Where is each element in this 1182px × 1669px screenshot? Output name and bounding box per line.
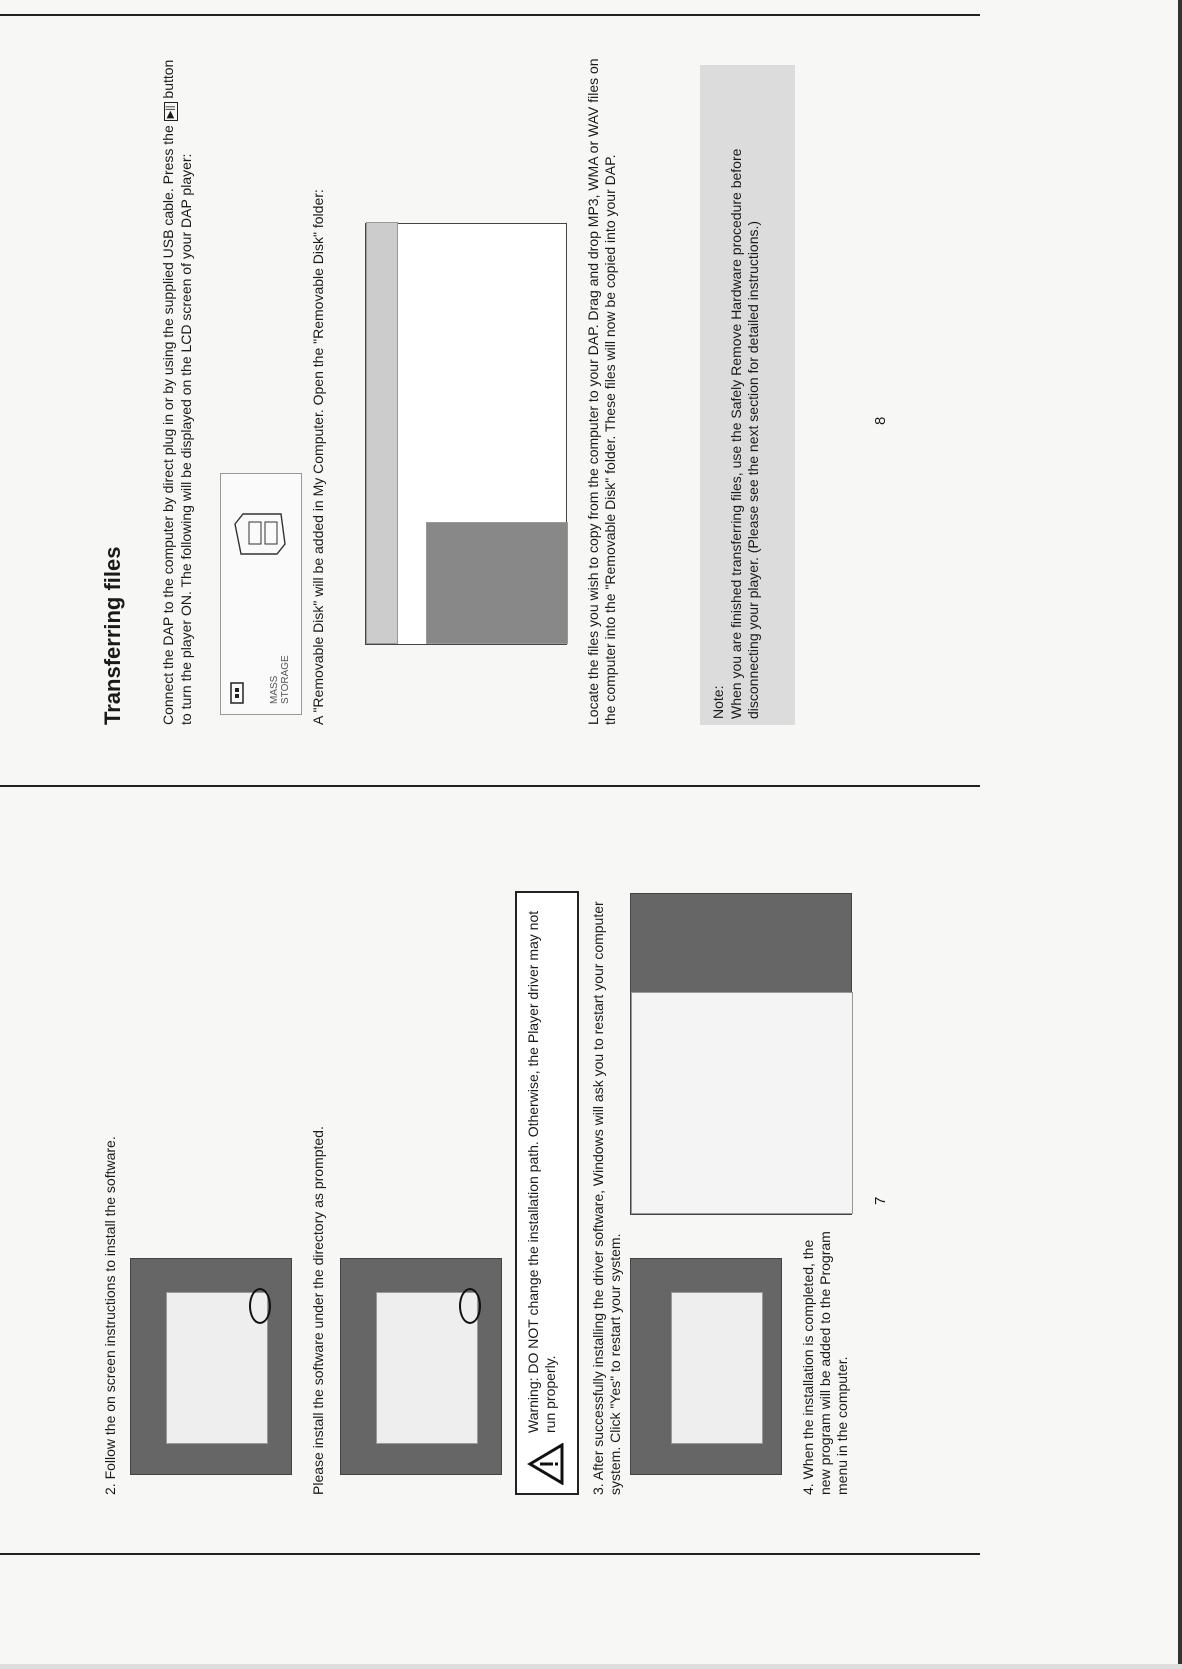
warning-box <box>515 891 579 1495</box>
scan-edge <box>1178 0 1182 1669</box>
lcd-display <box>220 473 302 715</box>
note-box <box>700 65 795 725</box>
usb-plug-icon <box>229 682 245 704</box>
explorer-toolbar <box>366 222 398 644</box>
page-number-7: 7 <box>872 1196 889 1205</box>
scan-bottom-edge <box>0 1664 1182 1669</box>
rotated-content <box>10 15 910 1645</box>
step4-text: 4. When the installation is completed, the new program will be added to the Program menu in the computer. <box>800 1231 850 1495</box>
connect-text-b: button to turn the player ON. The following will be displayed on the LCD screen of your DAP player: <box>160 59 194 725</box>
explorer-sidebar <box>426 522 568 644</box>
locate-files-text: Locate the files you wish to copy from the computer to your DAP. Drag and drop MP3, WMA or WAV files on the computer into the "Removable Disk" folder. These files will now be copied into your DAP. <box>585 58 618 725</box>
highlight-oval <box>459 1288 481 1324</box>
note-label: Note: <box>710 685 726 719</box>
program-menu <box>631 992 853 1214</box>
mass-storage-cabinet-icon <box>231 504 287 564</box>
program-menu-screenshot <box>630 893 852 1215</box>
page-8 <box>10 25 910 785</box>
restart-screenshot <box>630 1258 782 1475</box>
warning-text: Warning: DO NOT change the installation path. Otherwise, the Player driver may not run properly. <box>525 910 558 1433</box>
restart-dialog <box>671 1292 763 1444</box>
note-text: When you are finished transferring files, use the Safely Remove Hardware procedure before disconnecting your player. (Please see the next section for detailed instructions.) <box>728 148 761 719</box>
removable-disk-text: A "Removable Disk" will be added in My Computer. Open the "Removable Disk" folder: <box>310 189 326 725</box>
my-computer-screenshot <box>365 223 567 645</box>
installer-screenshot-2 <box>340 1258 502 1475</box>
play-pause-key-icon: ▶|| <box>164 102 178 121</box>
page-title: Transferring files <box>100 546 125 725</box>
install-dir-text: Please install the software under the directory as prompted. <box>310 1126 326 1495</box>
page-number-8: 8 <box>872 416 889 425</box>
page-7 <box>10 865 910 1625</box>
warning-triangle-icon <box>527 1443 565 1485</box>
mass-storage-label: MASS STORAGE <box>269 655 291 704</box>
connect-text-a: Connect the DAP to the computer by direct plug in or by using the supplied USB cable. Press the <box>160 125 176 725</box>
step3-text: 3. After successfully installing the driver software, Windows will ask you to restart your computer system. Click "Yes" to restart your system. <box>590 901 623 1495</box>
step2-text: 2. Follow the on screen instructions to install the software. <box>102 1136 118 1495</box>
highlight-oval <box>249 1288 271 1324</box>
connect-text <box>160 45 195 725</box>
installer-screenshot-1 <box>130 1258 292 1475</box>
